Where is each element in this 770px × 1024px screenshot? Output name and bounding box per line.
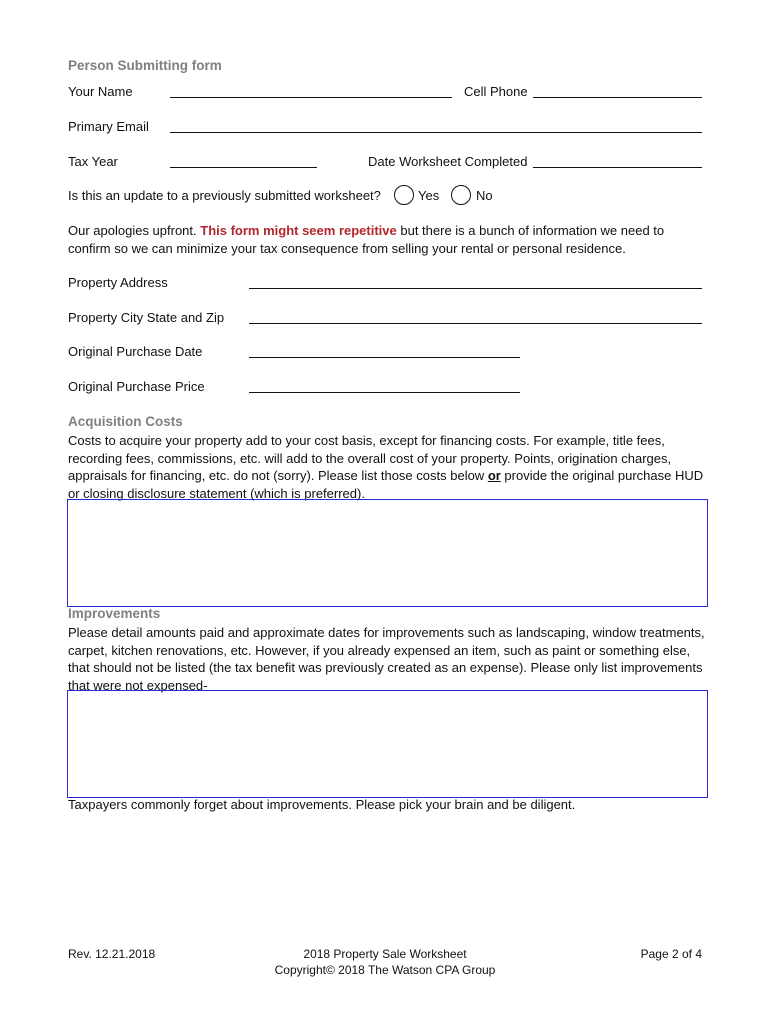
tax-year-label: Tax Year	[68, 154, 118, 169]
improvements-paragraph: Please detail amounts paid and approximate dates for improvements such as landscaping, window treatments, carpet, kitchen renovations, etc. However, if you already expensed an item, such as paint or something else, that should not be listed (the tax benefit was previously created as an expense). Please only list improvements that were not expensed-	[68, 625, 705, 693]
apology-highlight: This form might seem repetitive	[200, 223, 397, 238]
purchase-price-field[interactable]	[249, 392, 520, 393]
property-city-field[interactable]	[249, 323, 702, 324]
acquisition-or: or	[487, 468, 501, 483]
footer-page: Page 2 of 4	[640, 947, 702, 961]
acquisition-post: provide the original purchase HUD or closing disclosure statement (which is preferred).	[68, 468, 704, 501]
cell-phone-label: Cell Phone	[464, 84, 528, 99]
improvements-reminder: Taxpayers commonly forget about improvements. Please pick your brain and be diligent.	[68, 797, 576, 812]
section-heading-person: Person Submitting form	[68, 58, 222, 73]
apology-paragraph	[68, 222, 708, 257]
footer-revision: Rev. 12.21.2018	[68, 947, 156, 961]
apology-post: but there is a bunch of information we need to confirm so we can minimize your tax consequence from selling your rental or personal residence.	[68, 223, 665, 256]
acquisition-pre: Costs to acquire your property add to your cost basis, except for financing costs. For example, title fees, recording fees, commissions, etc. will add to the overall cost of your property. Points, origination charges, appraisals for financing, etc. do not (sorry). Please list those costs below	[68, 433, 672, 483]
property-address-label: Property Address	[68, 275, 168, 290]
update-question-label: Is this an update to a previously submitted worksheet?	[68, 188, 381, 203]
cell-phone-field[interactable]	[533, 97, 702, 98]
section-heading-acquisition: Acquisition Costs	[68, 414, 183, 429]
improvements-textbox[interactable]	[67, 690, 708, 798]
property-city-label: Property City State and Zip	[68, 310, 225, 325]
your-name-label: Your Name	[68, 84, 133, 99]
your-name-field[interactable]	[170, 97, 452, 98]
acquisition-costs-textbox[interactable]	[67, 499, 708, 607]
purchase-price-label: Original Purchase Price	[68, 379, 205, 394]
apology-pre: Our apologies upfront.	[68, 223, 201, 238]
date-completed-label: Date Worksheet Completed	[368, 154, 528, 169]
acquisition-paragraph	[68, 432, 708, 502]
yes-label: Yes	[418, 188, 440, 203]
section-heading-improvements: Improvements	[68, 606, 161, 621]
no-radio[interactable]	[451, 185, 471, 205]
property-address-field[interactable]	[249, 288, 702, 289]
yes-radio[interactable]	[394, 185, 414, 205]
date-completed-field[interactable]	[533, 167, 702, 168]
purchase-date-label: Original Purchase Date	[68, 344, 203, 359]
primary-email-label: Primary Email	[68, 119, 149, 134]
tax-year-field[interactable]	[170, 167, 317, 168]
no-label: No	[476, 188, 493, 203]
footer-title: 2018 Property Sale Worksheet	[303, 947, 467, 961]
primary-email-field[interactable]	[170, 132, 702, 133]
footer-copyright: Copyright© 2018 The Watson CPA Group	[274, 963, 496, 977]
purchase-date-field[interactable]	[249, 357, 520, 358]
